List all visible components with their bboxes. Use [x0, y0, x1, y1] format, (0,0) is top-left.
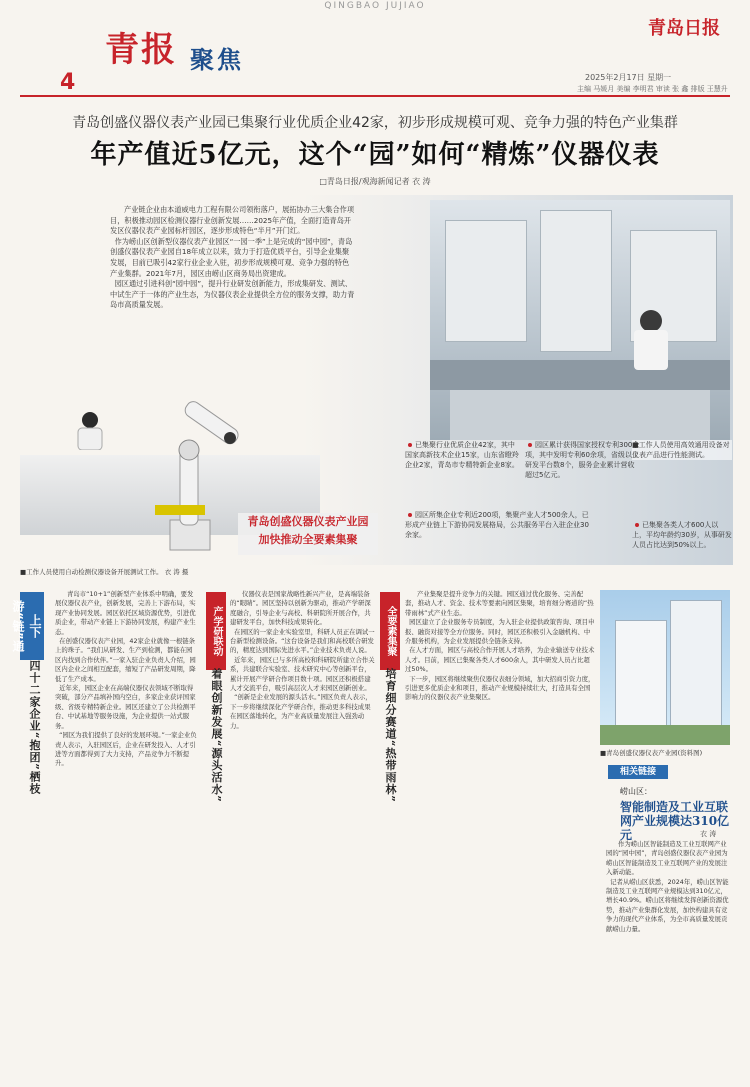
stat-block: [405, 440, 520, 470]
article-column-2: 仪器仪表是国家战略性新兴产业，是高端装备的“眼睛”。园区坚持以创新为驱动，推动产学研深度融合，引导企业与高校、科研院所开展合作，共建研发平台，加快科技成果转化。 在园区的一家企业实验室里，科研人员正在调试一台新型检测设备。“这台设备是我们和高校联合研发的，精度达到国际先进水平。”企业技术负责人说。 近年来，园区已与多所高校和科研院所建立合作关系，共建联合实验室、技术研究中心等创新平台，累计开展产学研合作项目数十项。园区还积极搭建人才交流平台，吸引高层次人才来园区创新创业。 “创新是企业发展的源头活水。”园区负责人表示，下一步将继续深化产学研合作，推动更多科技成果在园区落地转化，为产业高质量发展注入强劲动力。: [230, 590, 375, 730]
operator-figure: [60, 410, 120, 450]
article-subheadline: 青岛创盛仪器仪表产业园已集聚行业优质企业42家，初步形成规模可观、竞争力强的特色产业集群: [72, 115, 678, 131]
editorial-staff: 主编 马媛月 美编 李明君 审读 张 鑫 排版 王慧升: [577, 85, 728, 93]
section-title: 青报: [105, 30, 177, 70]
stat-block: [525, 440, 640, 480]
paper-logo: 青岛日报: [648, 18, 720, 39]
building-caption: ■青岛创盛仪器仪表产业园(资料图): [600, 749, 703, 757]
robot-arm: [130, 380, 250, 560]
article-byline: □青岛日报/观海新闻记者 衣 涛: [319, 177, 431, 186]
related-headline: 智能制造及工业互联网产业规模达310亿元: [620, 800, 730, 842]
stat-bullet-icon: [528, 443, 532, 447]
paper-pinyin-header: QINGBAO JUJIAO: [324, 1, 426, 11]
stat-block: [405, 510, 595, 540]
article-headline: 年产值近5亿元，这个“园”如何“精炼”仪器仪表: [90, 140, 660, 170]
stat-bullet-icon: [408, 513, 412, 517]
lead-paragraph: 产业链企业由本道威电力工程有限公司领衔落户，展拓协办三大集合作项目，积极推动园区检测仪器行业创新发展……2025年产值，全面打造青岛开发区仪器仪表产业园标杆园区，逐步形成特色“半月”开门红。 作为崂山区创新型仪器仪表产业园区“一园一季”上是完成的“园中园”，青岛创盛仪器仪表产业园自18年成立以来，致力于打造优质平台，引导企业集聚发展，目前已吸引42家行业企业入驻，初步形成规模可观、竞争力强的特色产业集群。2021年7月，园区由崂山区商务局出资建成。 园区通过引进科创“园中园”，提升行业研发创新能力，形成集研发、测试、中试生产于一体的产业生态，为仪器仪表企业提供全方位的服务支撑，助力青岛市高质量发展。: [110, 205, 355, 310]
stat-block: [632, 520, 732, 550]
article-column-1: 青岛市“10+1”创新型产业体系中明确，要发展仪器仪表产业，创新发展，完善上下游布局，实现产业协同发展。园区依托区域资源优势，引进优质企业，带动产业链上下游协同发展，构建产业生态。 在创盛仪器仪表产业园，42家企业就像一根链条上的珠子。“我们从研发、生产到检测，都能在园区内找到合作伙伴。”一家入驻企业负责人介绍，园区内企业之间相互配套，缩短了产品研发周期，降低了生产成本。 近年来，园区企业在高端仪器仪表领域不断取得突破，部分产品填补国内空白，多家企业获评国家级、省级专精特新企业。园区还建立了公共检测平台、中试基地等服务设施，为企业提供一站式服务。 “园区为我们提供了良好的发展环境。”一家企业负责人表示，入驻园区后，企业在研发投入、人才引进等方面都得到了大力支持，产品竞争力不断提升。: [55, 590, 197, 768]
section-tag-3: 全要素集聚: [380, 592, 400, 670]
photo-badge-line1: 青岛创盛仪器仪表产业园: [247, 515, 369, 528]
stat-text: 园区累计获得国家授权专利300余项，其中发明专利60余项，省级以上研发平台数8个，服务企业累计营收超过5亿元。: [525, 441, 640, 479]
related-links-label: 相关链接: [608, 765, 668, 779]
photo-caption-left: ■工作人员使用自动检测仪器设备开展测试工作。 衣 涛 摄: [20, 568, 189, 576]
stat-bullet-icon: [635, 523, 639, 527]
lab-scene: [430, 200, 730, 440]
photo-caption-right: ■工作人员使用高效通用设备对仪表产品进行性能测试。: [632, 440, 732, 460]
section-title-1: 四十二家企业“抱团”栖枝: [28, 660, 41, 795]
building-photo: [600, 590, 730, 745]
stat-bullet-icon: [408, 443, 412, 447]
stat-text: 已集聚各类人才600人以上，平均年龄约30岁，从事研发人员占比达到50%以上。: [632, 521, 732, 549]
article-column-3: 产业集聚是提升竞争力的关键。园区通过优化服务、完善配套，推动人才、资金、技术等要素向园区集聚，培育细分赛道的“热带雨林”式产业生态。 园区建立了企业服务专员制度，为入驻企业提供政策咨询、项目申报、融资对接等全方位服务。同时，园区还积极引入金融机构、中介服务机构，为企业发展提供全链条支持。 在人才方面，园区与高校合作开展人才培养，为企业输送专业技术人才。目前，园区已集聚各类人才600余人，其中研发人员占比超过50%。 下一步，园区将继续聚焦仪器仪表细分领域，加大招商引资力度，引进更多优质企业和项目，推动产业规模持续壮大，打造具有全国影响力的仪器仪表产业集聚区。: [405, 590, 595, 702]
stat-text: 园区所集企业专利近200项，集聚产业人才500余人，已形成产业链上下游协同发展格局，公共服务平台入驻企业30余家。: [405, 511, 589, 539]
related-location: 崂山区：: [620, 787, 652, 796]
issue-date: 2025年2月17日 星期一: [585, 73, 672, 82]
related-body: 作为崂山区智能制造及工业互联网产业园的“园中园”，青岛创盛仪器仪表产业园为崂山区智能制造及工业互联网产业的发展注入新动能。 记者从崂山区获悉，2024年，崂山区智能制造及工业互联网产业规模达到310亿元，增长40.9%。崂山区将继续发挥创新资源优势，推动产业集群化发展，加快构建具有竞争力的现代产业体系，为全市高质量发展贡献崂山力量。: [606, 840, 729, 933]
page-number: 4: [60, 70, 76, 95]
yellow-component: [150, 500, 210, 520]
photo-badge: [238, 513, 378, 555]
section-tag-2: 产学研联动: [206, 592, 226, 670]
header-divider: [20, 95, 730, 97]
section-subtitle: 聚焦: [190, 46, 244, 74]
section-tag-1: 上下游“链”通: [20, 592, 44, 660]
section-title-3: 培育细分赛道“热带雨林”: [384, 668, 397, 803]
photo-badge-line2: 加快推动全要素集聚: [258, 533, 358, 546]
stat-text: 已集聚行业优质企业42家，其中国家高新技术企业15家，山东省瞪羚企业2家，青岛市专精特新企业8家。: [405, 441, 519, 469]
section-title-2: 着眼创新发展“源头活水”: [210, 668, 223, 803]
related-author: 衣 涛: [700, 830, 717, 838]
